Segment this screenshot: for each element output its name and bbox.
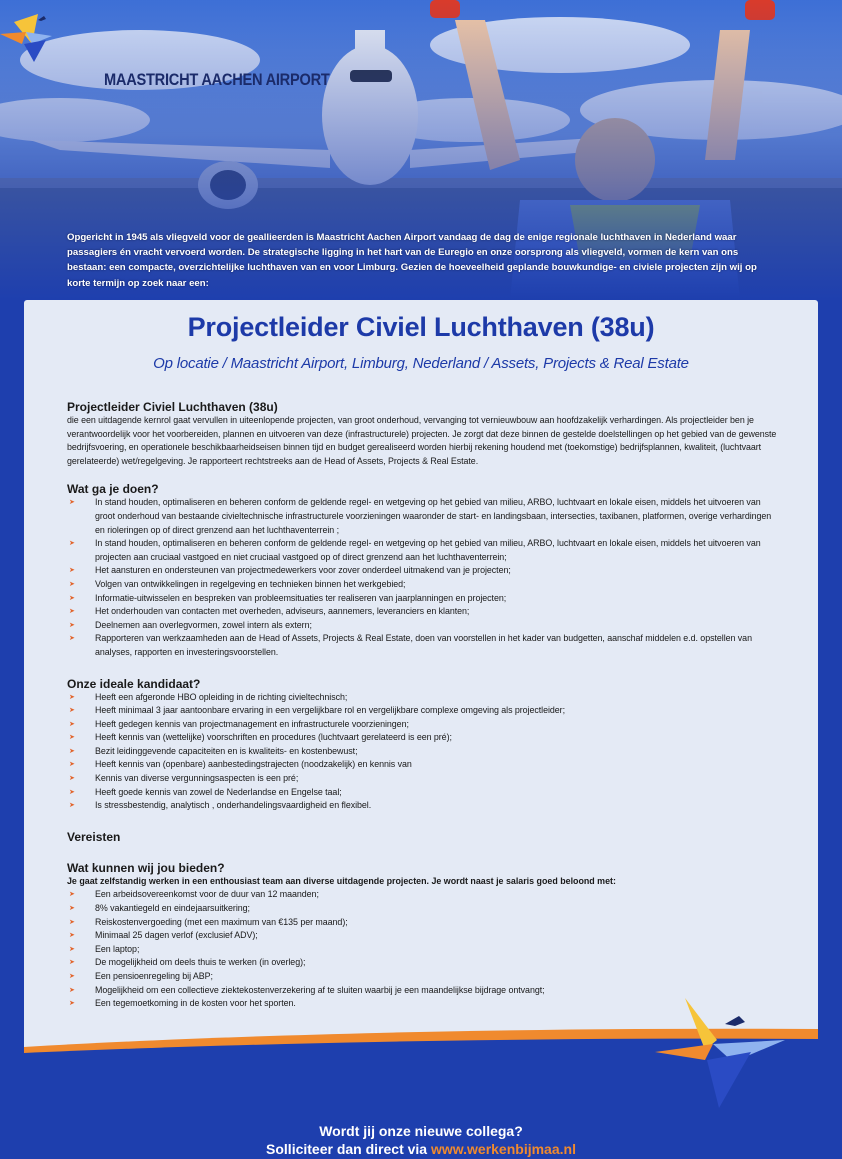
list-item: ➤ Kennis van diverse vergunningsaspecten is een pré; [67,772,777,786]
cta-apply-text: Solliciteer dan direct via [266,1141,428,1157]
arrowhead-bullet-icon: ➤ [69,932,75,940]
logo-wordmark: MAASTRICHT AACHEN AIRPORT [104,70,330,89]
careers-link[interactable]: www.werkenbijmaa.nl [430,1141,576,1157]
hero-banner [0,0,842,300]
job-title: Projectleider Civiel Luchthaven (38u) [187,312,655,342]
vacancy-content [67,400,777,1011]
arrowhead-bullet-icon: ➤ [69,891,75,899]
cta-question: Wordt jij onze nieuwe collega? [319,1123,523,1139]
arrowhead-bullet-icon: ➤ [69,959,75,967]
tasks-list [67,496,777,659]
arrowhead-bullet-icon: ➤ [69,734,75,742]
arrowhead-bullet-icon: ➤ [69,802,75,810]
offer-heading: Wat kunnen wij jou bieden? [67,860,225,875]
profile-heading: Onze ideale kandidaat? [67,676,201,691]
arrowhead-bullet-icon: ➤ [69,621,75,629]
star-logo-icon [655,990,787,1110]
arrowhead-bullet-icon: ➤ [69,918,75,926]
arrowhead-bullet-icon: ➤ [69,499,75,507]
list-item: ➤ Minimaal 25 dagen verlof (exclusief ADV); [67,929,777,943]
list-item: ➤ Een arbeidsovereenkomst voor de duur van 12 maanden; [67,888,777,902]
intro-paragraph: Opgericht in 1945 als vliegveld voor de geallieerden is Maastricht Aachen Airport vandaag de dag de enige regionale luchthaven in Nederland waar passagiers én vracht vervoerd worden. De strategische ligging in het hart van de Euregio en onze oorsprong als vliegveld, vormen de kern van ons bestaan: een compacte, overzichtelijke luchthaven van en voor Limburg. Gezien de hoeveelheid geplande bouwkundige- en civiele projecten zijn wij op korte termijn op zoek naar een: [67,232,757,289]
arrowhead-bullet-icon: ➤ [69,747,75,755]
profile-list [67,691,777,813]
arrowhead-bullet-icon: ➤ [69,775,75,783]
arrowhead-bullet-icon: ➤ [69,693,75,701]
arrowhead-bullet-icon: ➤ [69,594,75,602]
list-item: ➤ Een tegemoetkoming in de kosten voor het sporten. [67,997,777,1011]
logo-star-icon [0,0,270,70]
list-item: ➤ Heeft gedegen kennis van projectmanagement en infrastructurele voorzieningen; [67,718,777,732]
list-item: ➤ Reiskostenvergoeding (met een maximum van €135 per maand); [67,916,777,930]
arrowhead-bullet-icon: ➤ [69,580,75,588]
list-item: ➤ Heeft kennis van (wettelijke) voorschriften en procedures (luchtvaart gerelateerd is een pré); [67,731,777,745]
list-item: ➤ Het aansturen en ondersteunen van projectmedewerkers voor zover onderdeel uitmakend van je projecten; [67,564,777,578]
list-item: ➤ Informatie-uitwisselen en bespreken van probleemsituaties ter realiseren van jaarplanningen en projecten; [67,592,777,606]
list-item: ➤ Is stressbestendig, analytisch , onderhandelingsvaardigheid en flexibel. [67,799,777,813]
list-item: ➤ Bezit leidinggevende capaciteiten en is kwaliteits- en kostenbewust; [67,745,777,759]
list-item: ➤ Een pensioenregeling bij ABP; [67,970,777,984]
list-item: ➤ De mogelijkheid om deels thuis te werken (in overleg); [67,956,777,970]
list-item: ➤ Rapporteren van werkzaamheden aan de Head of Assets, Projects & Real Estate, doen van voorstellen in het kader van budgetten, aanschaf middelen e.d. opstellen van analyses, rapporten en investeringsvoorstellen. [69,633,752,657]
about-heading: Projectleider Civiel Luchthaven (38u) [67,400,278,414]
list-item: ➤ Heeft goede kennis van zowel de Nederlandse en Engelse taal; [67,786,777,800]
arrowhead-bullet-icon: ➤ [69,986,75,994]
arrowhead-bullet-icon: ➤ [69,945,75,953]
arrowhead-bullet-icon: ➤ [69,707,75,715]
arrowhead-bullet-icon: ➤ [69,788,75,796]
list-item: ➤ In stand houden, optimaliseren en beheren conform de geldende regel- en wetgeving op het gebied van milieu, ARBO, luchtvaart en lokale eisen, middels het uitvoeren van groot onderhoud van bestaande civieltechnische infrastructurele voorzieningen waaronder de start- en landingsbaan, intersecties, taxibanen, platformen, overige verhardingen en rioleringen op of direct grenzend aan het luchthaventerrein ; [69,497,772,535]
offer-lead: Je gaat zelfstandig werken in een enthousiast team aan diverse uitdagende projecten. Je wordt naast je salaris goed beloond met: [67,875,616,886]
arrowhead-bullet-icon: ➤ [69,567,75,575]
list-item: ➤ Heeft kennis van (openbare) aanbestedingstrajecten (noodzakelijk) en kennis van [67,758,777,772]
arrowhead-bullet-icon: ➤ [69,608,75,616]
arrowhead-bullet-icon: ➤ [69,540,75,548]
list-item: ➤ Een laptop; [67,943,777,957]
arrowhead-bullet-icon: ➤ [69,761,75,769]
list-item: ➤ Volgen van ontwikkelingen in regelgeving en technieken binnen het werkgebied; [67,578,777,592]
about-text: die een uitdagende kernrol gaat vervullen in uiteenlopende projecten, van groot onderhoud, vervanging tot vernieuwbouw aan hoofdzakelijk verhardingen. Als projectleider ben je verantwoordelijk voor het voorbereiden, plannen en uitvoeren van deze (infrastructurele) projecten. Je zorgt dat deze binnen de gestelde doelstellingen op het gebied van de gewenste bedrijfsvoering, en operationele beschikbaarheidseisen binnen tijd en budget gerealiseerd worden hierbij rekening houdend met (toekomstige) bedrijfsplannen, kwaliteit, (luchtvaart gerelateerde) wet/regelgeving. Je rapporteert rechtstreeks aan de Head of Assets, Projects & Real Estate. [67,415,777,466]
list-item: ➤ Heeft een afgeronde HBO opleiding in de richting civieltechnisch; [67,691,777,705]
list-item: ➤ In stand houden, optimaliseren en beheren conform de geldende regel- en wetgeving op het gebied van milieu, ARBO, luchtvaart en lokale eisen, middels het uitvoeren van projecten aan cruciaal vastgoed en niet cruciaal vastgoed op of direct grenzend aan het luchthaventerrein; [69,538,761,562]
arrowhead-bullet-icon: ➤ [69,635,75,643]
arrowhead-bullet-icon: ➤ [69,973,75,980]
arrowhead-bullet-icon: ➤ [69,905,75,913]
list-item: ➤ Heeft minimaal 3 jaar aantoonbare ervaring in een vergelijkbare rol en vergelijkbare complexe omgeving als projectleider; [67,704,777,718]
list-item: ➤ Het onderhouden van contacten met overheden, adviseurs, aannemers, leveranciers en klanten; [67,605,777,619]
tasks-heading: Wat ga je doen? [67,482,159,497]
arrowhead-bullet-icon: ➤ [69,1000,75,1008]
vacancy-card [24,300,818,1055]
cta-apply [0,1141,842,1157]
list-item: ➤ Mogelijkheid om een collectieve ziektekostenverzekering af te sluiten waarbij je een maandelijkse bijdrage ontvangt; [67,984,777,998]
arrowhead-bullet-icon: ➤ [69,720,75,728]
list-item: ➤ Deelnemen aan overlegvormen, zowel intern als extern; [67,619,777,633]
list-item: ➤ 8% vakantiegeld en eindejaarsuitkering; [67,902,777,916]
requirements-heading: Vereisten [67,829,121,844]
job-subtitle: Op locatie / Maastricht Airport, Limburg, Nederland / Assets, Projects & Real Estate [153,355,689,372]
